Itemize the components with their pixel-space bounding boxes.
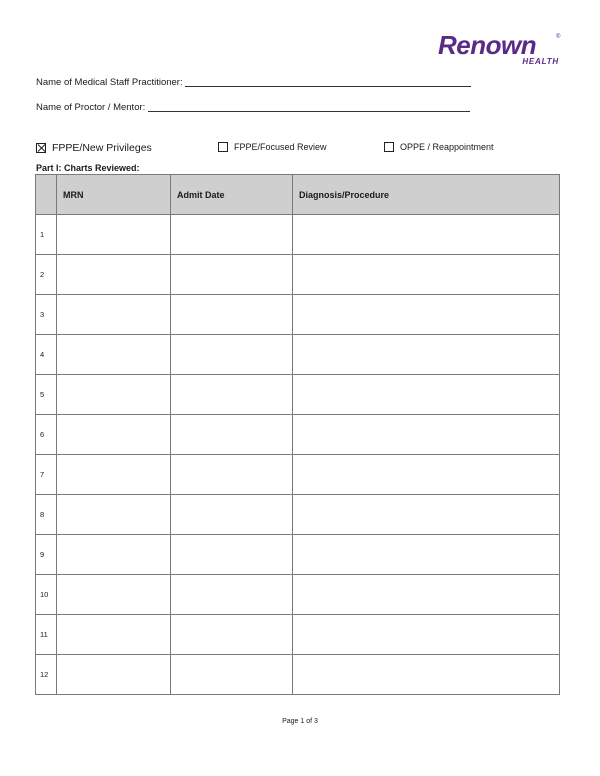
table-row <box>36 615 560 655</box>
mrn-cell[interactable] <box>57 295 171 335</box>
table-row <box>36 415 560 455</box>
option-fppe-focused-review[interactable] <box>218 142 327 152</box>
row-number: 6 <box>36 415 57 455</box>
admit-date-cell[interactable] <box>171 495 293 535</box>
diagnosis-cell[interactable] <box>293 575 560 615</box>
row-number: 9 <box>36 535 57 575</box>
diagnosis-cell[interactable] <box>293 415 560 455</box>
diagnosis-cell[interactable] <box>293 375 560 415</box>
row-number: 1 <box>36 215 57 255</box>
admit-date-cell[interactable] <box>171 415 293 455</box>
diagnosis-cell[interactable] <box>293 615 560 655</box>
practitioner-input[interactable] <box>185 76 471 87</box>
diagnosis-cell[interactable] <box>293 455 560 495</box>
practitioner-label: Name of Medical Staff Practitioner: <box>36 77 183 88</box>
table-row <box>36 375 560 415</box>
table-row <box>36 335 560 375</box>
column-header-number <box>36 175 57 215</box>
mrn-cell[interactable] <box>57 615 171 655</box>
table-row <box>36 255 560 295</box>
column-header-diagnosis: Diagnosis/Procedure <box>293 175 560 215</box>
mrn-cell[interactable] <box>57 255 171 295</box>
checkbox-icon[interactable] <box>384 142 394 152</box>
admit-date-cell[interactable] <box>171 655 293 695</box>
mrn-cell[interactable] <box>57 415 171 455</box>
row-number: 7 <box>36 455 57 495</box>
diagnosis-cell[interactable] <box>293 255 560 295</box>
column-header-admit-date: Admit Date <box>171 175 293 215</box>
checkbox-icon[interactable] <box>218 142 228 152</box>
proctor-input[interactable] <box>148 101 470 112</box>
option-label: FPPE/Focused Review <box>234 142 327 152</box>
admit-date-cell[interactable] <box>171 295 293 335</box>
table-row <box>36 495 560 535</box>
mrn-cell[interactable] <box>57 215 171 255</box>
logo-registered-mark: ® <box>556 34 561 40</box>
diagnosis-cell[interactable] <box>293 535 560 575</box>
admit-date-cell[interactable] <box>171 255 293 295</box>
admit-date-cell[interactable] <box>171 535 293 575</box>
proctor-label: Name of Proctor / Mentor: <box>36 102 146 113</box>
row-number: 12 <box>36 655 57 695</box>
mrn-cell[interactable] <box>57 375 171 415</box>
row-number: 11 <box>36 615 57 655</box>
mrn-cell[interactable] <box>57 335 171 375</box>
admit-date-cell[interactable] <box>171 335 293 375</box>
admit-date-cell[interactable] <box>171 375 293 415</box>
logo-subtitle: HEALTH <box>522 57 559 66</box>
review-type-options <box>36 142 566 156</box>
table-row <box>36 295 560 335</box>
practitioner-field <box>36 76 471 88</box>
charts-reviewed-table <box>35 174 560 695</box>
checkbox-checked-icon[interactable] <box>36 143 46 153</box>
row-number: 5 <box>36 375 57 415</box>
renown-health-logo <box>438 30 563 70</box>
page-number: Page 1 of 3 <box>282 718 318 725</box>
table-row <box>36 215 560 255</box>
table-row <box>36 535 560 575</box>
diagnosis-cell[interactable] <box>293 295 560 335</box>
table-header-row <box>36 175 560 215</box>
logo-wordmark: Renown <box>438 30 537 60</box>
row-number: 8 <box>36 495 57 535</box>
table-row <box>36 655 560 695</box>
option-label: OPPE / Reappointment <box>400 142 494 152</box>
admit-date-cell[interactable] <box>171 215 293 255</box>
option-fppe-new-privileges[interactable] <box>36 142 152 154</box>
admit-date-cell[interactable] <box>171 455 293 495</box>
table-row <box>36 455 560 495</box>
row-number: 3 <box>36 295 57 335</box>
table-row <box>36 575 560 615</box>
mrn-cell[interactable] <box>57 655 171 695</box>
option-label: FPPE/New Privileges <box>52 142 152 154</box>
admit-date-cell[interactable] <box>171 575 293 615</box>
diagnosis-cell[interactable] <box>293 655 560 695</box>
mrn-cell[interactable] <box>57 535 171 575</box>
row-number: 10 <box>36 575 57 615</box>
row-number: 4 <box>36 335 57 375</box>
column-header-mrn: MRN <box>57 175 171 215</box>
admit-date-cell[interactable] <box>171 615 293 655</box>
mrn-cell[interactable] <box>57 575 171 615</box>
diagnosis-cell[interactable] <box>293 335 560 375</box>
mrn-cell[interactable] <box>57 495 171 535</box>
diagnosis-cell[interactable] <box>293 495 560 535</box>
section-title: Part I: Charts Reviewed: <box>36 163 140 173</box>
proctor-field <box>36 101 470 113</box>
row-number: 2 <box>36 255 57 295</box>
mrn-cell[interactable] <box>57 455 171 495</box>
diagnosis-cell[interactable] <box>293 215 560 255</box>
option-oppe-reappointment[interactable] <box>384 142 494 152</box>
